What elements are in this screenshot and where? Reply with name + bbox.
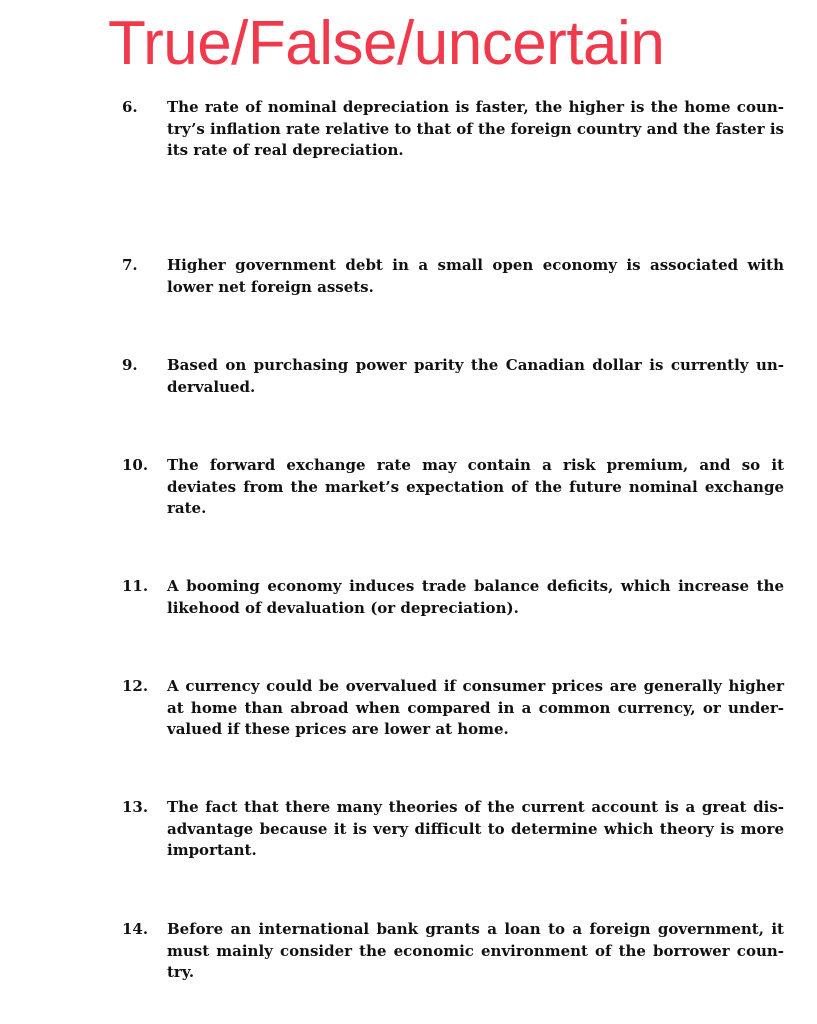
- question-text: The rate of nominal depreciation is faster, the higher is the home country’s inflation rate relative to that of the foreign country and the faster is its rate of real depreciation.: [167, 98, 784, 159]
- question-text: Based on purchasing power parity the Canadian dollar is currently undervalued.: [167, 356, 784, 396]
- question-item: [122, 97, 784, 162]
- page-title: True/False/uncertain: [108, 9, 665, 78]
- question-text: Before an international bank grants a loan to a foreign government, it must mainly consider the economic environment of the borrower country.: [167, 920, 784, 981]
- question-number: 9.: [122, 356, 138, 374]
- question-text: The forward exchange rate may contain a risk premium, and so it deviates from the market’s expectation of the future nominal exchange rate.: [167, 456, 784, 517]
- question-number: 6.: [122, 98, 138, 116]
- question-item: [122, 919, 784, 984]
- question-item: [122, 797, 784, 862]
- question-number: 12.: [122, 677, 149, 695]
- question-number: 14.: [122, 920, 149, 938]
- question-number: 13.: [122, 798, 149, 816]
- question-number: 10.: [122, 456, 149, 474]
- question-number: 7.: [122, 256, 138, 274]
- question-text: Higher government debt in a small open economy is associated with lower net foreign assets.: [167, 256, 784, 296]
- question-item: [122, 455, 784, 520]
- question-item: [122, 355, 784, 398]
- question-number: 11.: [122, 577, 149, 595]
- question-text: A booming economy induces trade balance deficits, which increase the likehood of devaluation (or depreciation).: [167, 577, 784, 617]
- question-item: [122, 255, 784, 298]
- question-item: [122, 576, 784, 619]
- question-text: The fact that there many theories of the current account is a great disadvantage because it is very difficult to determine which theory is more important.: [167, 798, 784, 859]
- question-item: [122, 676, 784, 741]
- question-text: A currency could be overvalued if consumer prices are generally higher at home than abroad when compared in a common currency, or undervalued if these prices are lower at home.: [167, 677, 784, 738]
